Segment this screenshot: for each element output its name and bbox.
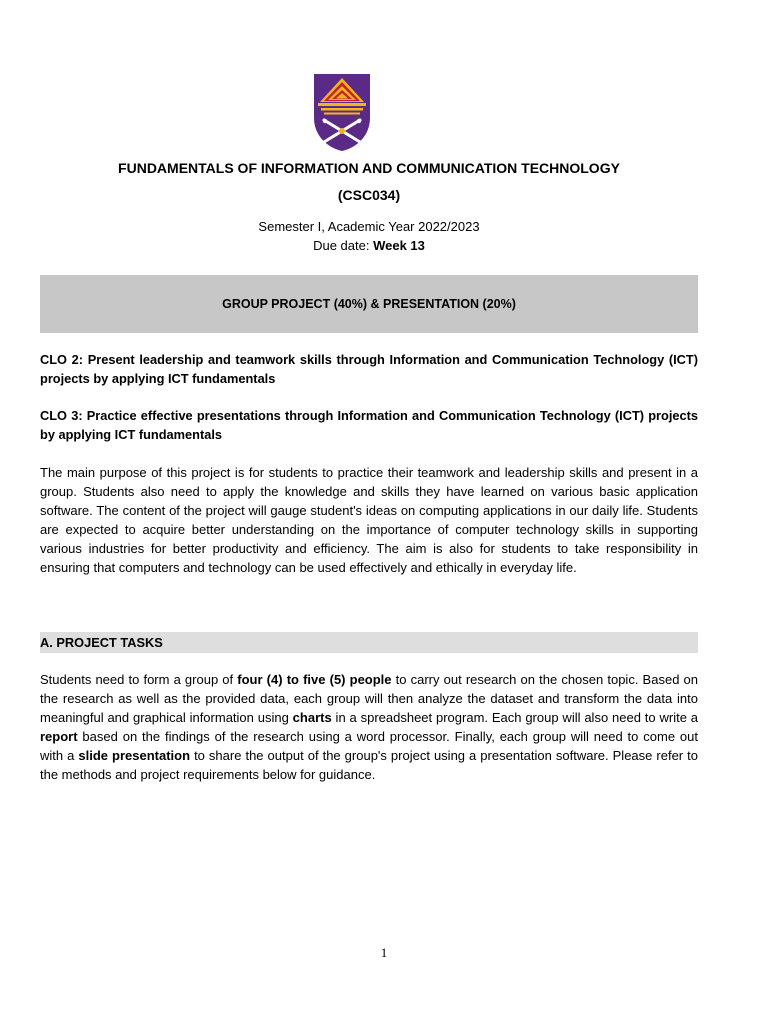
section-a-heading: A. PROJECT TASKS <box>40 632 698 653</box>
tasks-bold-report: report <box>40 729 78 744</box>
course-code: (CSC034) <box>337 187 401 203</box>
tasks-text-4: based on the findings of the research using a word processor. Finally, each group will need to come out with a <box>40 729 698 763</box>
institution-crest-logo <box>312 72 372 152</box>
due-date-value: Week 13 <box>373 238 425 253</box>
due-date-label: Due date: <box>313 238 374 253</box>
tasks-text-5: to share the output of the group's project using a presentation software. Please refer to the methods and project requirements below for guidance. <box>40 748 698 782</box>
tasks-bold-charts: charts <box>292 710 332 725</box>
tasks-text-3: in a spreadsheet program. Each group will also need to write a <box>331 710 698 725</box>
course-title: FUNDAMENTALS OF INFORMATION AND COMMUNICATION TECHNOLOGY <box>118 160 620 176</box>
tasks-text-2: to carry out research on the chosen topic. Based on the research as well as the provided data, each group will then analyze the dataset and transform the data into meaningful and graphical information using <box>40 672 699 725</box>
semester-info: Semester I, Academic Year 2022/2023 <box>258 219 480 234</box>
tasks-text-1: Students need to form a group of <box>40 672 238 687</box>
due-date <box>40 237 698 255</box>
assessment-banner <box>40 275 698 333</box>
project-tasks-paragraph <box>40 670 698 784</box>
clo-3-statement: CLO 3: Practice effective presentations through Information and Communication Technology (ICT) projects by applying ICT fundamentals <box>40 408 698 442</box>
tasks-bold-slide-presentation: slide presentation <box>78 748 191 763</box>
clo-2-statement: CLO 2: Present leadership and teamwork skills through Information and Communication Technology (ICT) projects by applying ICT fundamentals <box>40 352 698 386</box>
assessment-banner-text: GROUP PROJECT (40%) & PRESENTATION (20%) <box>222 297 516 311</box>
purpose-paragraph: The main purpose of this project is for students to practice their teamwork and leadership skills and present in a group. Students also need to apply the knowledge and skills they have learned on various basic application software. The content of the project will gauge student's ideas on computing applications in our daily life. Students are expected to acquire better understanding on the importance of computer technology skills in supporting various industries for better productivity and efficiency. The aim is also for students to take responsibility in ensuring that computers and technology can be used effectively and ethically in everyday life. <box>40 465 698 575</box>
page-number: 1 <box>380 945 388 960</box>
tasks-bold-group-size: four (4) to five (5) people <box>237 672 392 687</box>
